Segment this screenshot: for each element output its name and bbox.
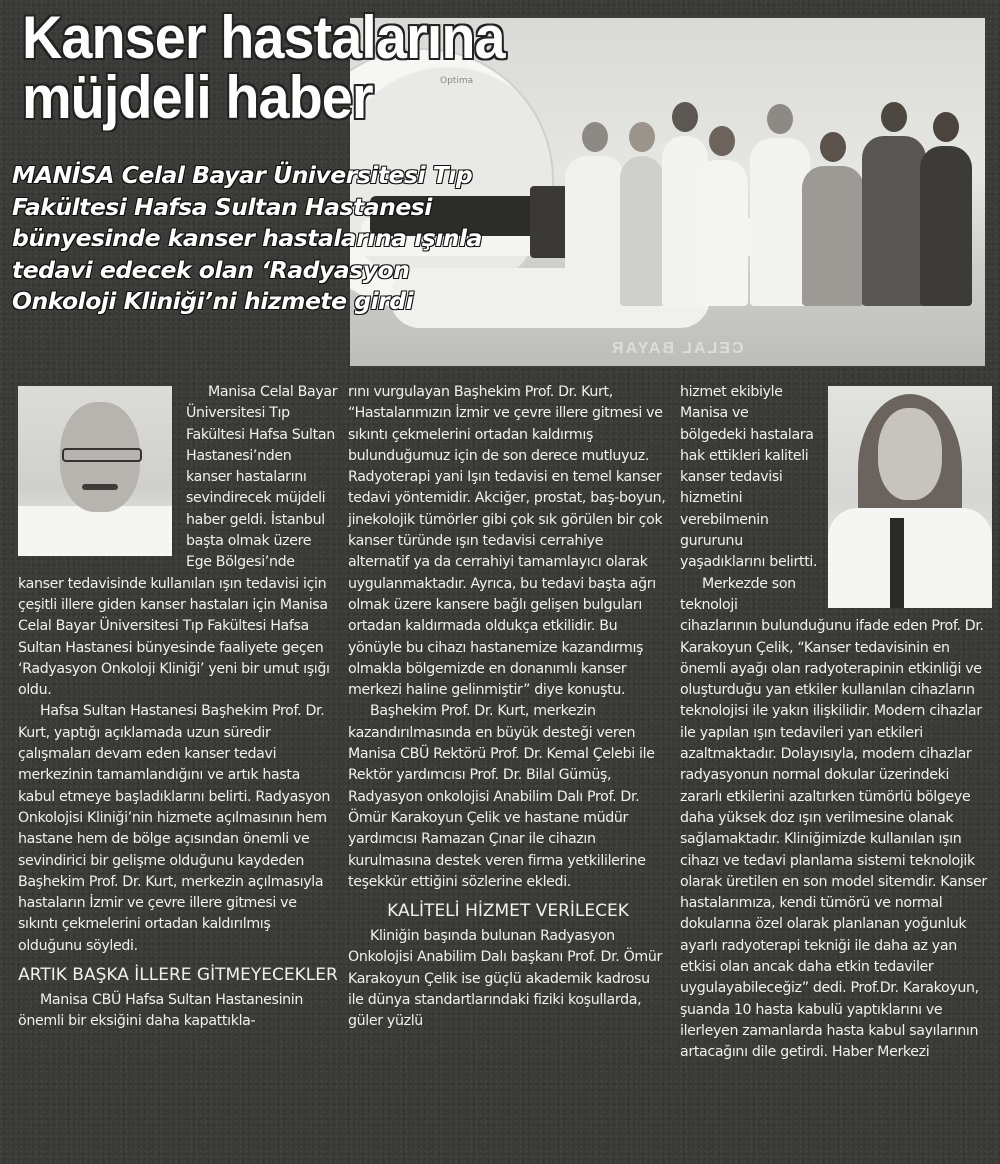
team-member: [862, 136, 926, 306]
team-member: [620, 156, 664, 306]
white-coat: [828, 508, 992, 608]
portrait-photo-kurt: [18, 386, 172, 556]
team-member: [802, 166, 864, 306]
paragraph: rını vurgulayan Başhekim Prof. Dr. Kurt, “Hastalarımızın İzmir ve çevre illere gitmesi ve sıkıntı çekmelerini ortadan kaldırmış bulunduğumuz için de son derece mutluyuz. Radyoterapi yani Işın tedavisi en temel kanser tedavi yöntemidir. Akciğer, prostat, baş-boyun, jinekolojik tümörler gibi çok sık görülen bir çok kanser türünde ışın tedavisi cerrahiye alternatif ya da cerrahiyi tamamlayıcı olarak uygulanmaktadır. Ayrıca, bu tedavi başta ağrı olmak üzere kansere bağlı gelişen bulguları ortadan kaldırmada oldukça etkilidir. Bu yönüyle bu cihazı hastanemize kazandırmış olmakla bölgemizde en donanımlı kanser merkezi haline gelinmiştir” diye konuştu.: [348, 384, 666, 699]
paragraph: Başhekim Prof. Dr. Kurt, merkezin kazandırılmasında en büyük desteği veren Manisa CBÜ Rektörü Prof. Dr. Kemal Çelebi ile Rektör yardımcısı Prof. Dr. Bilal Gümüş, Radyasyon onkolojisi Anabilim Dalı Prof. Dr. Ömür Karakoyun Çelik ve hastane müdür yardımcısı Ramazan Çınar ile cihazın kurulmasına destek veren firma yetkililerine teşekkür ettiğini sözlerine ekledi.: [348, 703, 655, 890]
dark-top: [890, 518, 904, 608]
face: [878, 408, 942, 500]
paragraph: Manisa CBÜ Hafsa Sultan Hastanesinin önemli bir eksiğini daha kapattıkla-: [18, 992, 304, 1030]
section-subtitle: KALİTELİ HİZMET VERİLECEK: [387, 901, 629, 922]
section-subtitle: ARTIK BAŞKA İLLERE GİTMEYECEKLER: [18, 965, 338, 986]
headline-line-1: Kanser hastalarına: [22, 4, 505, 71]
subheadline: MANİSA Celal Bayar Üniversitesi Tıp Fakültesi Hafsa Sultan Hastanesi bünyesinde kanser hastalarına ışınla tedavi edecek olan ‘Radyasyon Onkoloji Kliniği’ni hizmete girdi: [12, 161, 482, 315]
article-column-2: [348, 382, 668, 1033]
team-member: [750, 138, 810, 306]
article-column-3: [680, 382, 992, 1064]
team-member: [565, 156, 625, 306]
paragraph: Merkezde son teknoloji cihazlarının bulunduğunu ifade eden Prof. Dr. Karakoyun Çelik, “Kanser tedavisinin en önemli ayağı olan radyoterapinin etkinliği ve oluşturduğu yan etkiler kullanılan cihazların teknolojisi ile yakın ilişkilidir. Modern cihazlar ile yapılan ışın tedavileri yan etkileri azaltmaktadır. Dolayısıyla, modern cihazlar radyasyonun normal dokular üzerindeki zararlı etkilerini azaltırken tümörlü bölgeye daha yüksek doz ışın verilmesine olanak sağlamaktadır. Kliniğimizde kullanılan ışın cihazı ve tedavi planlama sistemi teknolojik olarak üretilen en son model sitemdir. Kanser hastalarımıza, kendi tümörü ve normal dokularına özel olarak planlanan yoğunluk ayarlı radyoterapi tekniği ile daha az yan etkisi olan ancak daha etkin tedaviler uygulayabileceğiz” dedi. Prof.Dr. Karakoyun, şuanda 10 hasta kabulü yaptıklarını ve ilerleyen zamanlarda hasta kabul sayılarının artacağını dile getirdi. Haber Merkezi: [680, 575, 987, 1061]
paragraph: Manisa Celal Bayar Üniversitesi Tıp Fakültesi Hafsa Sultan Hastanesi’nden kanser hastalarını sevindirecek müjdeli haber geldi. İstanbul başta olmak üzere Ege Bölgesi’nde kanser tedavisinde kullanılan ışın tedavisi için çeşitli illere giden kanser hastaları için Manisa Celal Bayar Üniversitesi Tıp Fakültesi Hafsa Sultan Hastanesi bünyesinde faaliyete geçen ‘Radyasyon Onkoloji Kliniği’ yeni bir umut ışığı oldu.: [18, 384, 338, 699]
team-member: [696, 160, 748, 306]
paragraph: hizmet ekibiyle Manisa ve bölgedeki hastalara hak ettikleri kaliteli kanser tedavisi hizmetini verebilmenin gururunu yaşadıklarını belirtti.: [680, 384, 818, 571]
headline: [22, 4, 505, 131]
paragraph: Kliniğin başında bulunan Radyasyon Onkolojisi Anabilim Dalı başkanı Prof. Dr. Ömür Karakoyun Çelik ise güçlü akademik kadrosu ile dünya standartlarındaki fiziki koşullarda, güler yüzlü: [348, 928, 662, 1030]
machine-label: Optima: [440, 76, 474, 86]
mustache: [82, 484, 118, 490]
team-member: [920, 146, 972, 306]
headline-line-2: müjdeli haber: [22, 64, 373, 131]
white-coat: [18, 506, 172, 556]
glasses-icon: [62, 448, 142, 462]
article-column-1: [18, 382, 338, 1033]
portrait-photo-celik: [828, 386, 992, 608]
floor-text: CELAL BAYAR: [610, 340, 744, 357]
paragraph: Hafsa Sultan Hastanesi Başhekim Prof. Dr. Kurt, yaptığı açıklamada uzun süredir çalışmaları devam eden kanser tedavi merkezinin tamamlandığını ve artık hasta kabul etmeye başladıklarını belirti. Radyasyon Onkolojisi Kliniği’nin hizmete açılmasının hem hastane hem de bölge açısından önemli ve sevindirici bir gelişme olduğunu kaydeden Başhekim Prof. Dr. Kurt, merkezin açılmasıyla hastaların İzmir ve çevre illere gitmesi ve sıkıntı çekmelerini ortadan kaldırılmış olduğunu söyledi.: [18, 703, 330, 954]
